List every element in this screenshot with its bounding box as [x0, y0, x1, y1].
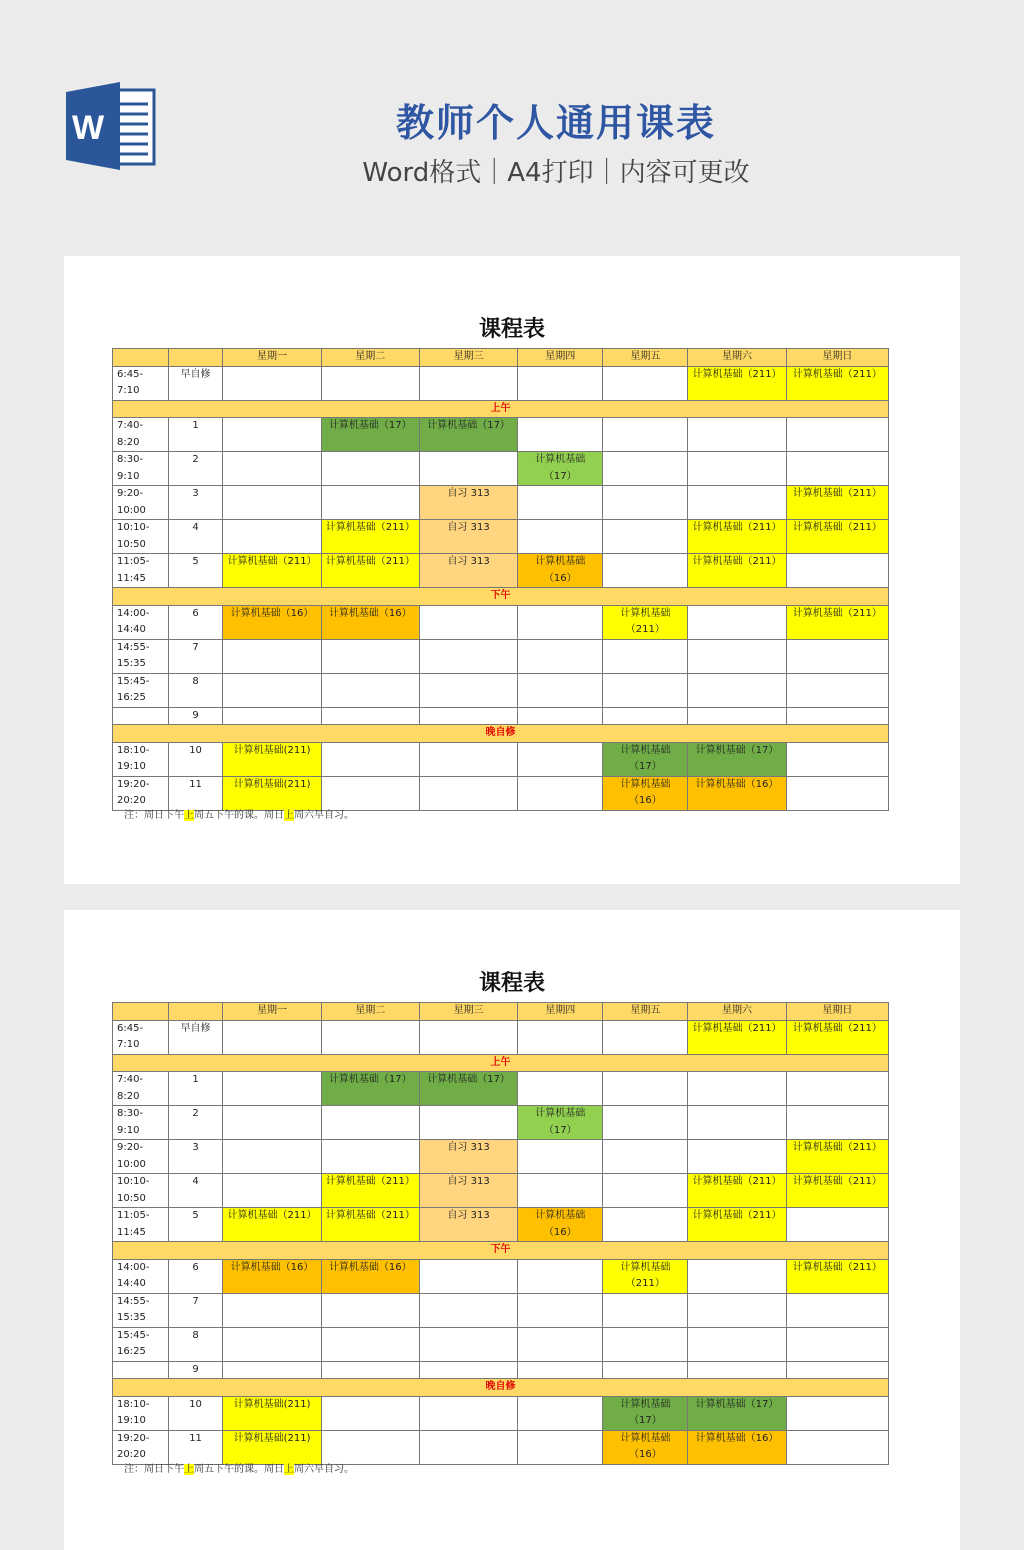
course-cell: [223, 366, 321, 400]
header-cell: [113, 349, 169, 367]
course-cell: [688, 486, 786, 520]
course-cell: [688, 1327, 786, 1361]
time-cell: 11:05-11:45: [113, 1208, 169, 1242]
course-cell: 计算机基础(211): [223, 1396, 321, 1430]
course-cell: 计算机基础（16）: [688, 776, 786, 810]
course-cell: 计算机基础（211）: [786, 1140, 888, 1174]
course-cell: 计算机基础（211）: [786, 486, 888, 520]
schedule-title: 课程表: [478, 317, 545, 342]
course-cell: [603, 418, 688, 452]
course-cell: [223, 707, 321, 725]
course-cell: [321, 452, 419, 486]
course-cell: 计算机基础（16）: [321, 605, 419, 639]
course-cell: [603, 1072, 688, 1106]
course-cell: 计算机基础（16）: [603, 776, 688, 810]
course-cell: [688, 673, 786, 707]
course-cell: [603, 1140, 688, 1174]
schedule-table: [112, 1002, 889, 1465]
course-cell: [419, 605, 517, 639]
course-cell: 计算机基础（17）: [688, 1396, 786, 1430]
course-cell: [223, 673, 321, 707]
period-cell: 6: [168, 605, 223, 639]
course-cell: [223, 639, 321, 673]
course-cell: 计算机基础（17）: [419, 418, 517, 452]
course-cell: 自习 313: [419, 520, 517, 554]
course-cell: [223, 452, 321, 486]
time-cell: 10:10-10:50: [113, 520, 169, 554]
course-cell: 计算机基础（211）: [786, 605, 888, 639]
course-cell: [223, 1020, 321, 1054]
time-cell: 19:20-20:20: [113, 776, 169, 810]
section-label: 上午: [113, 1054, 889, 1072]
table-row: [113, 639, 889, 673]
course-cell: [321, 742, 419, 776]
table-row: [113, 776, 889, 810]
course-cell: 计算机基础（16）: [688, 1430, 786, 1464]
course-cell: 计算机基础（211）: [688, 1208, 786, 1242]
course-cell: [786, 776, 888, 810]
course-cell: [321, 776, 419, 810]
course-cell: 计算机基础（211）: [786, 1259, 888, 1293]
day-header: 星期三: [419, 349, 517, 367]
table-row: [113, 1396, 889, 1430]
document-page-2: [64, 910, 960, 1550]
table-row: [113, 1174, 889, 1208]
course-cell: [321, 1327, 419, 1361]
course-cell: 计算机基础(211): [223, 776, 321, 810]
period-cell: 2: [168, 1106, 223, 1140]
time-cell: 19:20-20:20: [113, 1430, 169, 1464]
course-cell: [518, 742, 603, 776]
course-cell: 计算机基础（16）: [603, 1430, 688, 1464]
table-row: [113, 1259, 889, 1293]
table-row: [113, 673, 889, 707]
course-cell: [223, 486, 321, 520]
course-cell: [321, 1140, 419, 1174]
course-cell: [603, 673, 688, 707]
course-cell: [223, 1106, 321, 1140]
day-header: 星期二: [321, 349, 419, 367]
course-cell: [786, 1430, 888, 1464]
course-cell: [603, 639, 688, 673]
course-cell: [518, 1174, 603, 1208]
course-cell: [786, 673, 888, 707]
course-cell: [688, 639, 786, 673]
svg-text:W: W: [72, 109, 105, 147]
course-cell: [321, 1020, 419, 1054]
section-row: [113, 1054, 889, 1072]
course-cell: 计算机基础（211）: [321, 1208, 419, 1242]
period-cell: 11: [168, 1430, 223, 1464]
course-cell: [419, 1396, 517, 1430]
course-cell: [419, 673, 517, 707]
course-cell: [518, 1259, 603, 1293]
time-cell: 10:10-10:50: [113, 1174, 169, 1208]
course-cell: [603, 1361, 688, 1379]
course-cell: 计算机基础（16）: [518, 554, 603, 588]
course-cell: [419, 776, 517, 810]
course-cell: [688, 418, 786, 452]
course-cell: [786, 742, 888, 776]
schedule-table: [112, 348, 889, 811]
course-cell: 计算机基础（211）: [786, 520, 888, 554]
course-cell: 计算机基础（211）: [688, 1174, 786, 1208]
table-row: [113, 520, 889, 554]
course-cell: [603, 1174, 688, 1208]
section-row: [113, 1242, 889, 1260]
period-cell: 7: [168, 1293, 223, 1327]
course-cell: 计算机基础（211）: [603, 605, 688, 639]
course-cell: [518, 1327, 603, 1361]
course-cell: [321, 1106, 419, 1140]
period-cell: 3: [168, 1140, 223, 1174]
course-cell: 计算机基础(211): [223, 1430, 321, 1464]
word-icon: [64, 82, 156, 170]
table-row: [113, 418, 889, 452]
course-cell: [688, 707, 786, 725]
course-cell: [688, 1259, 786, 1293]
course-cell: 计算机基础（211）: [688, 520, 786, 554]
course-cell: 计算机基础（16）: [223, 605, 321, 639]
table-row: [113, 707, 889, 725]
course-cell: [603, 1293, 688, 1327]
course-cell: [518, 673, 603, 707]
section-label: 晚自修: [113, 725, 889, 743]
course-cell: [786, 1208, 888, 1242]
table-header-row: [113, 1003, 889, 1021]
period-cell: 5: [168, 554, 223, 588]
course-cell: 自习 313: [419, 1174, 517, 1208]
course-cell: [419, 366, 517, 400]
course-cell: [321, 1293, 419, 1327]
time-cell: 18:10-19:10: [113, 1396, 169, 1430]
time-cell: 9:20-10:00: [113, 1140, 169, 1174]
period-cell: 4: [168, 520, 223, 554]
course-cell: [419, 639, 517, 673]
section-row: [113, 1379, 889, 1397]
header-cell: [113, 1003, 169, 1021]
period-cell: 早自修: [168, 1020, 223, 1054]
period-cell: 7: [168, 639, 223, 673]
course-cell: [321, 1396, 419, 1430]
day-header: 星期五: [603, 349, 688, 367]
course-cell: [419, 1327, 517, 1361]
course-cell: 计算机基础（211）: [786, 1020, 888, 1054]
header-cell: [168, 1003, 223, 1021]
time-cell: 8:30-9:10: [113, 452, 169, 486]
course-cell: [603, 520, 688, 554]
course-cell: [786, 1072, 888, 1106]
period-cell: 10: [168, 1396, 223, 1430]
course-cell: [603, 1327, 688, 1361]
day-header: 星期五: [603, 1003, 688, 1021]
course-cell: 自习 313: [419, 486, 517, 520]
time-cell: 14:00-14:40: [113, 1259, 169, 1293]
time-cell: 6:45-7:10: [113, 366, 169, 400]
course-cell: [688, 452, 786, 486]
table-row: [113, 1327, 889, 1361]
course-cell: [223, 1140, 321, 1174]
table-row: [113, 1293, 889, 1327]
period-cell: 早自修: [168, 366, 223, 400]
course-cell: [223, 520, 321, 554]
course-cell: 计算机基础（211）: [321, 554, 419, 588]
course-cell: [518, 1072, 603, 1106]
course-cell: [603, 1020, 688, 1054]
course-cell: 计算机基础（211）: [603, 1259, 688, 1293]
course-cell: [603, 486, 688, 520]
course-cell: 计算机基础（211）: [688, 554, 786, 588]
day-header: 星期六: [688, 1003, 786, 1021]
course-cell: 计算机基础（211）: [688, 1020, 786, 1054]
course-cell: [321, 707, 419, 725]
course-cell: [321, 366, 419, 400]
table-row: [113, 1208, 889, 1242]
time-cell: [113, 707, 169, 725]
section-label: 上午: [113, 400, 889, 418]
course-cell: [321, 1430, 419, 1464]
table-row: [113, 1106, 889, 1140]
period-cell: 11: [168, 776, 223, 810]
section-label: 晚自修: [113, 1379, 889, 1397]
period-cell: 8: [168, 673, 223, 707]
header-cell: [168, 349, 223, 367]
course-cell: [518, 1140, 603, 1174]
course-cell: [419, 452, 517, 486]
time-cell: 14:55-15:35: [113, 1293, 169, 1327]
course-cell: [688, 1072, 786, 1106]
table-header-row: [113, 349, 889, 367]
time-cell: 14:55-15:35: [113, 639, 169, 673]
course-cell: [688, 1293, 786, 1327]
period-cell: 10: [168, 742, 223, 776]
course-cell: 计算机基础（16）: [321, 1259, 419, 1293]
table-row: [113, 486, 889, 520]
course-cell: [419, 1361, 517, 1379]
table-row: [113, 1072, 889, 1106]
course-cell: 计算机基础（211）: [786, 1174, 888, 1208]
course-cell: [603, 452, 688, 486]
day-header: 星期六: [688, 349, 786, 367]
schedule-note: 注：周日下午上周五下午的课。周日上周六早自习。: [124, 1464, 354, 1475]
section-row: [113, 588, 889, 606]
course-cell: 计算机基础（17）: [419, 1072, 517, 1106]
course-cell: [321, 486, 419, 520]
course-cell: [223, 418, 321, 452]
course-cell: [223, 1327, 321, 1361]
table-row: [113, 452, 889, 486]
course-cell: [518, 707, 603, 725]
course-cell: 计算机基础（17）: [321, 1072, 419, 1106]
course-cell: [786, 1327, 888, 1361]
page-title: 教师个人通用课表: [395, 101, 716, 145]
course-cell: [518, 366, 603, 400]
course-cell: [786, 639, 888, 673]
course-cell: [518, 520, 603, 554]
table-row: [113, 1361, 889, 1379]
time-cell: 11:05-11:45: [113, 554, 169, 588]
course-cell: [688, 605, 786, 639]
schedule-note: 注：周日下午上周五下午的课。周日上周六早自习。: [124, 810, 354, 821]
period-cell: 2: [168, 452, 223, 486]
course-cell: [603, 707, 688, 725]
course-cell: [786, 554, 888, 588]
course-cell: 计算机基础（17）: [518, 1106, 603, 1140]
course-cell: [518, 1020, 603, 1054]
course-cell: [223, 1293, 321, 1327]
course-cell: 计算机基础（16）: [223, 1259, 321, 1293]
course-cell: [518, 1361, 603, 1379]
course-cell: 自习 313: [419, 1140, 517, 1174]
course-cell: [419, 1293, 517, 1327]
course-cell: [786, 707, 888, 725]
table-row: [113, 1140, 889, 1174]
period-cell: 8: [168, 1327, 223, 1361]
course-cell: 计算机基础（17）: [321, 418, 419, 452]
course-cell: [518, 486, 603, 520]
course-cell: [518, 1396, 603, 1430]
period-cell: 6: [168, 1259, 223, 1293]
course-cell: 计算机基础（211）: [223, 1208, 321, 1242]
course-cell: [688, 1140, 786, 1174]
course-cell: [419, 742, 517, 776]
course-cell: 计算机基础(211): [223, 742, 321, 776]
day-header: 星期四: [518, 349, 603, 367]
section-label: 下午: [113, 1242, 889, 1260]
course-cell: [321, 673, 419, 707]
course-cell: [223, 1072, 321, 1106]
time-cell: 7:40-8:20: [113, 1072, 169, 1106]
page-subtitle: Word格式｜A4打印｜内容可更改: [362, 158, 750, 188]
time-cell: 6:45-7:10: [113, 1020, 169, 1054]
course-cell: 计算机基础（17）: [603, 1396, 688, 1430]
time-cell: 15:45-16:25: [113, 1327, 169, 1361]
schedule-title: 课程表: [478, 971, 545, 996]
period-cell: 3: [168, 486, 223, 520]
course-cell: 计算机基础（211）: [786, 366, 888, 400]
day-header: 星期二: [321, 1003, 419, 1021]
period-cell: 4: [168, 1174, 223, 1208]
time-cell: [113, 1361, 169, 1379]
day-header: 星期四: [518, 1003, 603, 1021]
course-cell: [786, 1361, 888, 1379]
day-header: 星期三: [419, 1003, 517, 1021]
course-cell: 自习 313: [419, 554, 517, 588]
course-cell: [786, 1396, 888, 1430]
course-cell: [603, 366, 688, 400]
course-cell: 计算机基础（17）: [603, 742, 688, 776]
day-header: 星期日: [786, 1003, 888, 1021]
course-cell: [518, 1293, 603, 1327]
time-cell: 9:20-10:00: [113, 486, 169, 520]
course-cell: [786, 1106, 888, 1140]
course-cell: [603, 554, 688, 588]
course-cell: [223, 1174, 321, 1208]
day-header: 星期一: [223, 1003, 321, 1021]
course-cell: [419, 707, 517, 725]
course-cell: [786, 452, 888, 486]
day-header: 星期日: [786, 349, 888, 367]
table-row: [113, 1430, 889, 1464]
course-cell: [688, 1106, 786, 1140]
course-cell: 计算机基础（211）: [321, 520, 419, 554]
course-cell: [518, 1430, 603, 1464]
table-row: [113, 605, 889, 639]
course-cell: [518, 605, 603, 639]
period-cell: 5: [168, 1208, 223, 1242]
course-cell: [419, 1259, 517, 1293]
day-header: 星期一: [223, 349, 321, 367]
period-cell: 9: [168, 707, 223, 725]
course-cell: 计算机基础（17）: [688, 742, 786, 776]
course-cell: 计算机基础（211）: [321, 1174, 419, 1208]
section-label: 下午: [113, 588, 889, 606]
table-row: [113, 554, 889, 588]
course-cell: [786, 1293, 888, 1327]
course-cell: [518, 639, 603, 673]
course-cell: [688, 1361, 786, 1379]
table-row: [113, 1020, 889, 1054]
course-cell: [419, 1106, 517, 1140]
course-cell: [786, 418, 888, 452]
course-cell: [603, 1208, 688, 1242]
course-cell: [518, 776, 603, 810]
course-cell: [603, 1106, 688, 1140]
time-cell: 15:45-16:25: [113, 673, 169, 707]
section-row: [113, 725, 889, 743]
course-cell: [223, 1361, 321, 1379]
period-cell: 1: [168, 1072, 223, 1106]
course-cell: 计算机基础（16）: [518, 1208, 603, 1242]
course-cell: [518, 418, 603, 452]
course-cell: [321, 639, 419, 673]
course-cell: 计算机基础（211）: [223, 554, 321, 588]
time-cell: 14:00-14:40: [113, 605, 169, 639]
section-row: [113, 400, 889, 418]
time-cell: 18:10-19:10: [113, 742, 169, 776]
table-row: [113, 366, 889, 400]
table-row: [113, 742, 889, 776]
course-cell: [419, 1020, 517, 1054]
time-cell: 7:40-8:20: [113, 418, 169, 452]
period-cell: 1: [168, 418, 223, 452]
course-cell: [419, 1430, 517, 1464]
course-cell: 计算机基础（211）: [688, 366, 786, 400]
course-cell: [321, 1361, 419, 1379]
course-cell: 自习 313: [419, 1208, 517, 1242]
time-cell: 8:30-9:10: [113, 1106, 169, 1140]
course-cell: 计算机基础（17）: [518, 452, 603, 486]
period-cell: 9: [168, 1361, 223, 1379]
document-page-1: [64, 256, 960, 884]
